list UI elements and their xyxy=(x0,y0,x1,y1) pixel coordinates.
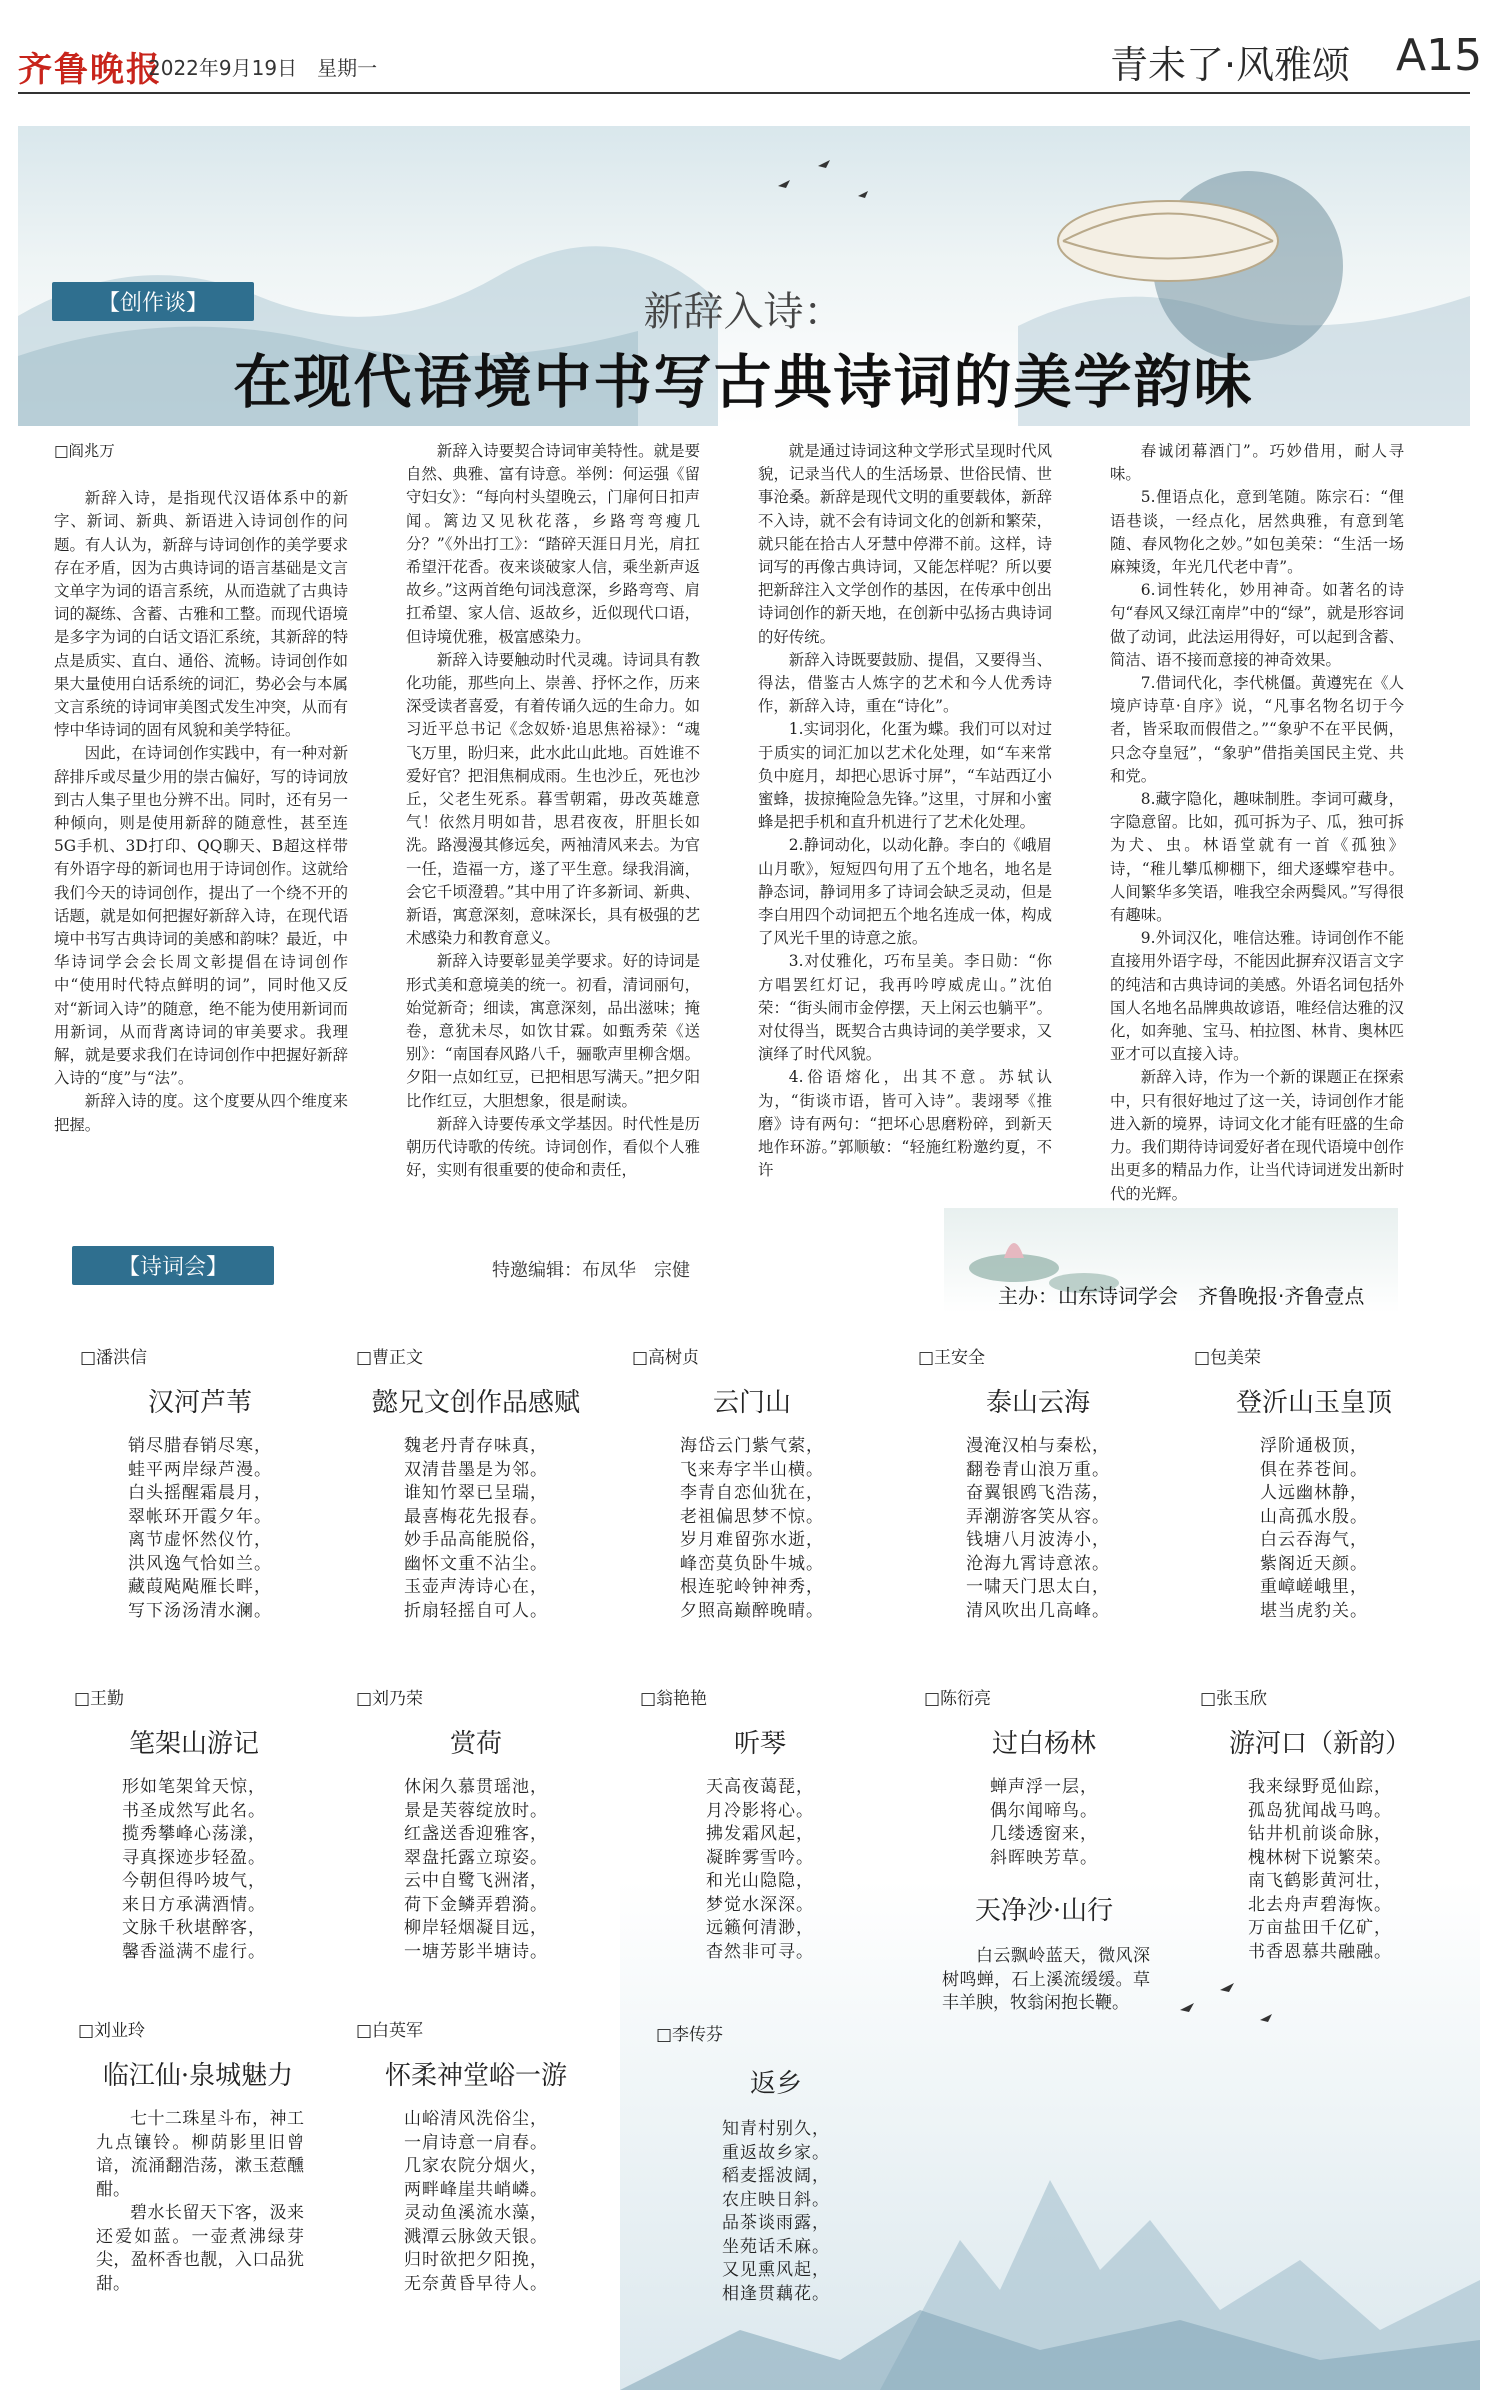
poetry-club-tag: 【诗词会】 xyxy=(72,1246,274,1285)
section-name: 青未了·风雅颂 xyxy=(1110,43,1351,87)
poem-author: □高树贞 xyxy=(632,1348,700,1368)
poem-prose: 七十二珠星斗布，神工九点镶铃。柳荫影里旧曾谙，流涌翻浩荡，漱玉惹醺酣。 xyxy=(96,2109,304,2200)
lotus-icon xyxy=(1004,1243,1024,1258)
poem-card xyxy=(1194,1343,1434,1623)
article-paragraph: 新辞入诗既要鼓励、提倡，又要得当、得法，借鉴古人炼字的艺术和今人优秀诗作，新辞入诗，重在“诗化”。 xyxy=(758,650,1052,716)
poem-author: □潘洪信 xyxy=(80,1348,148,1368)
article-paragraph: 7.借词代化，李代桃僵。黄遵宪在《人境庐诗草·自序》说，“凡事名物名切于今者，皆采取而假借之。”“象驴不在平民俩，只念夺皇冠”，“象驴”借指美国民主党、共和党。 xyxy=(1110,674,1404,785)
poem-card xyxy=(1200,1684,1440,1964)
poem-card xyxy=(640,1684,880,1964)
poem-card xyxy=(918,1343,1158,1623)
poem-title: 临江仙·泉城魅力 xyxy=(102,2061,294,2091)
poem-card xyxy=(356,2016,596,2296)
poem-card xyxy=(356,1343,596,1623)
article-paragraph: 新辞入诗，作为一个新的课题正在探索中，只有很好地过了这一关，诗词创作才能进入新的境界，诗词文化才能有旺盛的生命力。我们期待诗词爱好者在现代语境中创作出更多的精品力作，让当代诗词迸发出新时代的光辉。 xyxy=(1110,1068,1404,1203)
poem-lines: 浮阶通极顶， 俱在荞苍间。 人远幽林静， 山高孤水殷。 白云吞海气， 紫阁近天颜。 重嶂嵯峨里， 堪当虎豹关。 xyxy=(1260,1436,1368,1621)
poem-card xyxy=(656,2020,896,2306)
poem-card xyxy=(80,1343,320,1623)
article-title: 在现代语境中书写古典诗词的美学韵味 xyxy=(233,348,1254,416)
poem-title: 游河口（新韵） xyxy=(1228,1729,1411,1759)
poem-title: 云门山 xyxy=(712,1388,791,1418)
article-paragraph: 8.藏字隐化，趣味制胜。李词可藏身，字隐意留。比如，孤可拆为子、瓜，独可拆为犬、虫。林语堂就有一首《孤独》诗，“稚儿攀瓜柳棚下，细犬逐蝶窄巷中。人间繁华多笑语，唯我空余两鬓风。”写得很有趣味。 xyxy=(1110,790,1404,925)
poem-lines: 知青村别久， 重返故乡家。 稻麦摇波阔， 农庄映日斜。 品茶谈雨露， 坐苑话禾麻。 又见熏风起， 相逢贯藕花。 xyxy=(722,2119,830,2304)
poem-title: 听琴 xyxy=(733,1729,786,1759)
poem-lines: 山峪清风洗俗尘， 一肩诗意一肩春。 几家农院分烟火， 两畔峰崖共峭嶙。 灵动鱼溪流水藻， 溅潭云脉敛天银。 归时欲把夕阳挽， 无奈黄昏早待人。 xyxy=(404,2109,548,2294)
host-organizers: 主办：山东诗词学会 齐鲁晚报·齐鲁壹点 xyxy=(998,1284,1365,1308)
poem-title: 汉河芦苇 xyxy=(147,1388,252,1418)
article-paragraph: 6.词性转化，妙用神奇。如著名的诗句“春风又绿江南岸”中的“绿”，就是形容词做了动词，此法运用得好，可以起到含蓄、简洁、语不接而意接的神奇效果。 xyxy=(1110,581,1404,669)
article-paragraph: 1.实词羽化，化蛋为蝶。我们可以对过于质实的词汇加以艺术化处理，如“车来常负中庭月，却把心思诉寸屏”，“车站西辽小蜜蜂，拔掠掩险急先锋。”这里，寸屏和小蜜蜂是把手机和直升机进行了艺术化处理。 xyxy=(758,720,1052,832)
article-paragraph: 新辞入诗，是指现代汉语体系中的新字、新词、新典、新语进入诗词创作的问题。有人认为，新辞与诗词创作的美学要求存在矛盾，因为古典诗词的语言基础是文言文单字为词的语言系统，从而造就了古典诗词的凝练、含蓄、古雅和工整。而现代语境是多字为词的白话文语汇系统，其新辞的特点是质实、直白、通俗、流畅。诗词创作如果大量使用白话系统的词汇，势必会与本属文言系统的诗词审美图式发生冲突，从而有悖中华诗词的固有风貌和美学特征。 xyxy=(54,489,348,740)
article-column-1 xyxy=(54,440,348,1137)
poem-lines: 魏老丹青存味真， 双清昔墨是为邻。 谁知竹翠已呈瑞， 最喜梅花先报春。 妙手品高能脱俗， 幽怀文重不沾尘。 玉壶声涛诗心在， 折扇轻摇自可人。 xyxy=(404,1436,548,1621)
poem-prose: 白云飘岭蓝天，微风深树鸣蝉，石上溪流缓缓。草丰羊腴，牧翁闲抱长鞭。 xyxy=(942,1946,1150,2013)
poem-card xyxy=(74,1684,314,1964)
article-paragraph: 9.外词汉化，唯信达雅。诗词创作不能直接用外语字母，不能因此摒弃汉语言文字的纯洁和古典诗词的美感。外语名词包括外国人名地名品牌典故谚语，唯经信达雅的汉化，如奔驰、宝马、柏拉图、林肯、奥林匹亚才可以直接入诗。 xyxy=(1110,929,1404,1064)
poem-lines: 海岱云门紫气萦， 飞来寿字半山横。 李青自恋仙犹在， 老祖偏思梦不惊。 岁月难留弥水逝， 峰峦莫负卧牛城。 根连驼岭钟神秀， 夕照高巅醉晚晴。 xyxy=(680,1436,824,1621)
poem-lines: 漫淹汉柏与秦松， 翻卷青山浪万重。 奋翼银鸥飞浩荡， 弄潮游客笑从容。 钱塘八月波涛小， 沧海九霄诗意浓。 一啸天门思太白， 清风吹出几高峰。 xyxy=(966,1436,1110,1621)
poem-author: □陈衍亮 xyxy=(924,1689,992,1709)
article-paragraph: 2.静词动化，以动化静。李白的《峨眉山月歌》，短短四句用了五个地名，地名是静态词，静词用多了诗词会缺乏灵动，但是李白用四个动词把五个地名连成一体，构成了风光千里的诗意之旅。 xyxy=(758,836,1052,948)
article-column-4 xyxy=(1110,440,1404,1206)
header-rule xyxy=(18,92,1470,94)
poem-prose: 碧水长留天下客，汲来还爱如蓝。一壶煮沸绿芽尖，盈杯香也靓，入口品犹甜。 xyxy=(96,2203,304,2294)
poem-lines: 蝉声浮一层， 偶尔闻啼鸟。 几缕透窗来， 斜晖映芳草。 xyxy=(990,1777,1098,1868)
poem-title: 懿兄文创作品感赋 xyxy=(371,1388,580,1418)
poem-lines: 我来绿野觅仙踪， 孤岛犹闻战马鸣。 钻井机前谈命脉， 槐林树下说繁荣。 南飞鹤影黄河壮， 北去舟声碧海恢。 万亩盐田千亿矿， 书香恩慕共融融。 xyxy=(1248,1777,1392,1962)
poem-title: 赏荷 xyxy=(449,1729,502,1759)
article-paragraph: 新辞入诗要传承文学基因。时代性是历朝历代诗歌的传统。诗词创作，看似个人雅好，实则有很重要的使命和责任， xyxy=(406,1114,700,1180)
poem-author: □刘乃荣 xyxy=(356,1689,424,1709)
article-paragraph: 新辞入诗的度。这个度要从四个维度来把握。 xyxy=(54,1092,348,1134)
article-subtitle: 新辞入诗： xyxy=(643,289,844,335)
poem-title: 返乡 xyxy=(749,2069,802,2099)
bird-icon xyxy=(1180,1983,1272,2022)
poem-author: □王勤 xyxy=(74,1689,125,1709)
poem-title: 笔架山游记 xyxy=(128,1729,259,1759)
article-paragraph: 因此，在诗词创作实践中，有一种对新辞排斥或尽量少用的崇古偏好，写的诗词放到古人集子里也分辨不出。同时，还有另一种倾向，则是使用新辞的随意性，甚至连5G手机、3D打印、QQ聊天、B超这样带有外语字母的新词也用于诗词创作。这就给我们今天的诗词创作，提出了一个绕不开的话题，就是如何把握好新辞入诗，在现代语境中书写古典诗词的美感和韵味？最近，中华诗词学会会长周文彰提倡在诗词创作中“使用时代特点鲜明的词”，同时他又反对“新词入诗”的随意，绝不能为使用新词而用新词，从而背离诗词的审美要求。我理解，就是要求我们在诗词创作中把握好新辞入诗的“度”与“法”。 xyxy=(54,744,348,1088)
article-paragraph: 新辞入诗要契合诗词审美特性。就是要自然、典雅、富有诗意。举例：何运强《留守妇女》：“每向村头望晚云，门扉何日扣声闻。篱边又见秋花落，乡路弯弯瘦几分？”《外出打工》：“踏碎天涯日月光，肩扛希望汗花香。夜来谈破家人信，乘坐新声返故乡。”这两首绝句词浅意深，乡路弯弯、肩扛希望、家人信、返故乡，近似现代口语，但诗境优雅，极富感染力。 xyxy=(406,442,700,646)
poem-title: 泰山云海 xyxy=(985,1388,1090,1418)
poem-card xyxy=(356,1684,596,1964)
creation-talk-tag: 【创作谈】 xyxy=(52,282,254,321)
poem-card xyxy=(78,2016,318,2296)
page-number: A15 xyxy=(1396,30,1483,81)
poem-title: 怀柔神堂峪一游 xyxy=(384,2061,567,2091)
article-paragraph: 5.俚语点化，意到笔随。陈宗石：“俚语巷谈，一经点化，居然典雅，有意到笔随、春风物化之妙。”如包美荣：“生活一场麻辣烫，年光几代老中青”。 xyxy=(1110,488,1404,577)
guest-editors: 特邀编辑：布凤华 宗健 xyxy=(492,1260,690,1281)
poem-lines: 销尽腊春销尽寒， 蛙平两岸绿芦漫。 白头摇醒霜晨月， 翠帐环开霞夕年。 离节虚怀然仪竹， 洪风逸气恰如兰。 藏葭飐飐雁长畔， 写下汤汤清水澜。 xyxy=(128,1436,272,1621)
issue-date: 2022年9月19日 星期一 xyxy=(148,56,378,80)
poem-author: □曹正文 xyxy=(356,1348,424,1368)
poem-title: 登沂山玉皇顶 xyxy=(1235,1388,1392,1418)
article-paragraph: 就是通过诗词这种文学形式呈现时代风貌，记录当代人的生活场景、世俗民情、世事沧桑。新辞是现代文明的重要载体，新辞不入诗，就不会有诗词文化的创新和繁荣，就只能在拾古人牙慧中停滞不前。这样，诗词写的再像古典诗词，又能怎样呢？所以要把新辞注入文学创作的基因，在传承中创出诗词创作的新天地，在创新中弘扬古典诗词的好传统。 xyxy=(758,442,1052,646)
article-column-2 xyxy=(406,440,700,1183)
poem-card xyxy=(924,1684,1164,2016)
poem-author: □包美荣 xyxy=(1194,1348,1262,1368)
bird-icon xyxy=(778,160,868,198)
article-paragraph: 4.俗语熔化，出其不意。苏轼认为，“街谈市语，皆可入诗”。裴翊琴《推磨》诗有两句：“把坏心思磨粉碎，到新天地作环游。”郭顺敏：“轻施红粉邀约夏，不许 xyxy=(758,1068,1052,1180)
poem-lines: 形如笔架耸天惊， 书圣成然写此名。 揽秀攀峰心荡漾， 寻真探迹步轻盈。 今朝但得吟坡气， 来日方承满酒情。 文脉千秋堪醉客， 馨香溢满不虚行。 xyxy=(122,1777,266,1962)
poem-lines: 休闲久慕贯瑶池， 景是芙蓉绽放时。 红盏送香迎雅客， 翠盘托露立琼姿。 云中自鹭飞洲渚， 荷下金鳞弄碧漪。 柳岸轻烟凝目远， 一塘芳影半塘诗。 xyxy=(404,1777,548,1962)
poem-card xyxy=(632,1343,872,1623)
poem-author: □张玉欣 xyxy=(1200,1689,1268,1709)
article-paragraph: 3.对仗雅化，巧布呈美。李日勋：“你方唱罢红灯记，我再吟哼威虎山。”沈伯荣：“街头闹市金停摆，天上闲云也躺平”。对仗得当，既契合古典诗词的美学要求，又演绎了时代风貌。 xyxy=(758,952,1052,1064)
poem-title: 过白杨林 xyxy=(991,1729,1096,1759)
poem-author: □李传芬 xyxy=(656,2025,724,2045)
poem-author: □王安全 xyxy=(918,1348,986,1368)
poem-author: □刘业玲 xyxy=(78,2021,146,2041)
masthead-logo: 齐鲁晚报 xyxy=(18,50,162,90)
poem-title: 天净沙·山行 xyxy=(974,1896,1114,1926)
article-column-3 xyxy=(758,440,1052,1183)
article-paragraph: 新辞入诗要触动时代灵魂。诗词具有教化功能，那些向上、崇善、抒怀之作，历来深受读者喜爱，有着传诵久远的生命力。如习近平总书记《念奴娇·追思焦裕禄》：“魂飞万里，盼归来，此水此山此地。百姓谁不爱好官？把泪焦桐成雨。生也沙丘，死也沙丘，父老生死系。暮雪朝霜，毋改英雄意气！依然月明如昔，思君夜夜，肝胆长如洗。路漫漫其修远矣，两袖清风来去。为官一任，造福一方，遂了平生意。绿我涓滴，会它千顷澄碧。”其中用了许多新词、新典、新语，寓意深刻，意味深长，具有极强的艺术感染力和教育意义。 xyxy=(406,650,700,948)
article-author: □阎兆万 xyxy=(54,442,115,460)
poem-author: □翁艳艳 xyxy=(640,1689,708,1709)
poem-author: □白英军 xyxy=(356,2021,424,2041)
article-paragraph: 新辞入诗要彰显美学要求。好的诗词是形式美和意境美的统一。初看，清词丽句，始觉新奇；细读，寓意深刻，品出滋味；掩卷，意犹未尽，如饮甘霖。如甄秀荣《送别》：“南国春风路八千，骊歌声里柳含烟。夕阳一点如红豆，已把相思写满天。”把夕阳比作红豆，大胆想象，很是耐读。 xyxy=(406,952,700,1110)
article-paragraph: 春诚闭幕酒门”。巧妙借用，耐人寻味。 xyxy=(1110,442,1404,484)
poem-lines: 天高夜蔼琵， 月冷影将心。 拂发霜风起， 凝眸雾雪吟。 和光山隐隐， 梦觉水深深。 远籁何清渺， 杳然非可寻。 xyxy=(706,1777,814,1962)
